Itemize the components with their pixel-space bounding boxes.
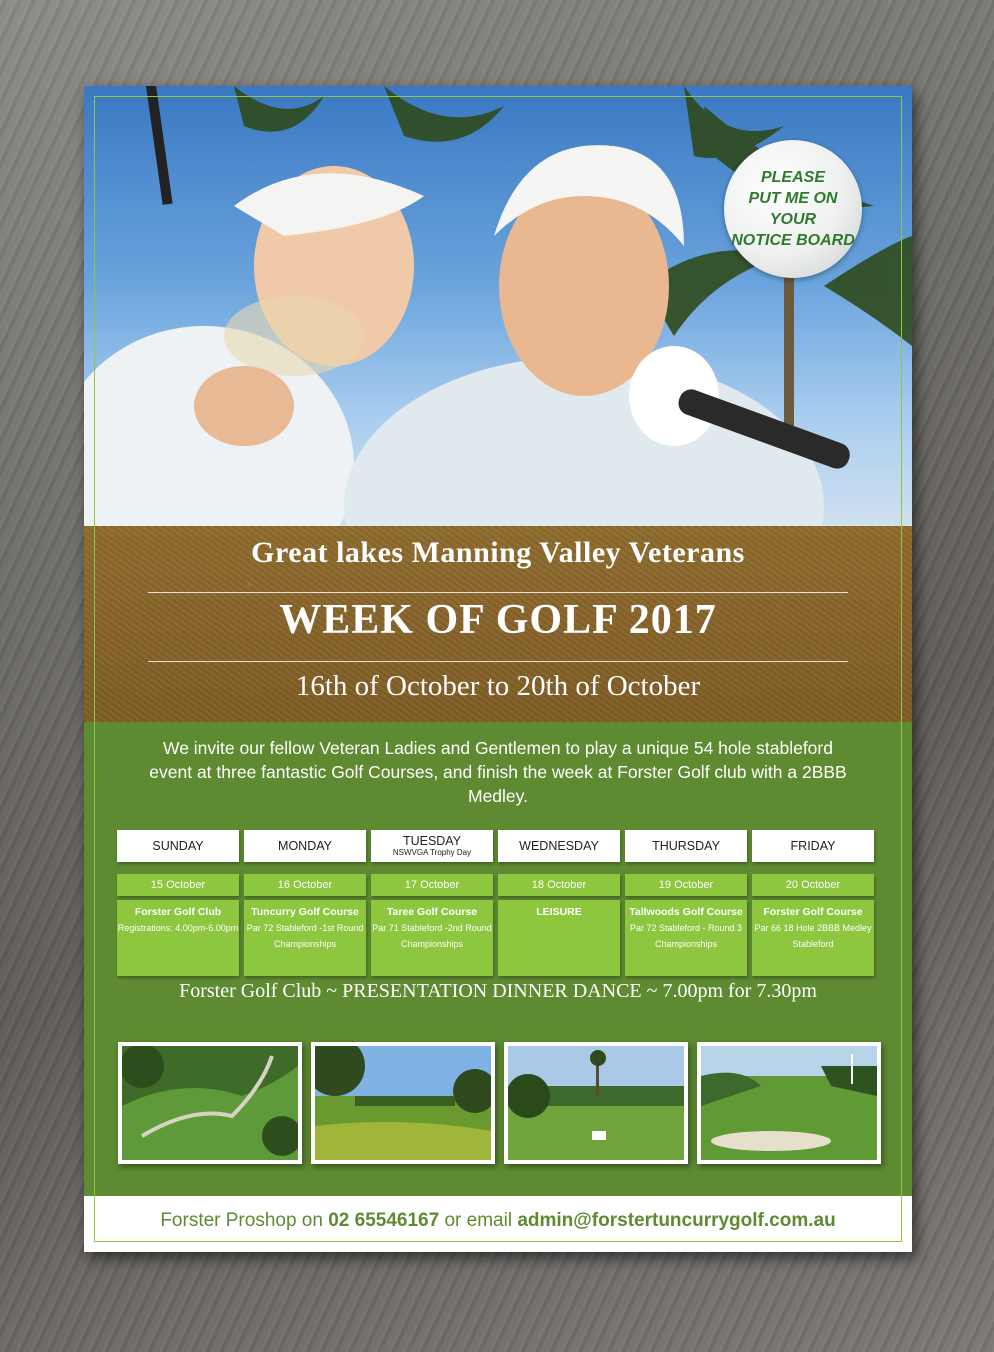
schedule-day xyxy=(371,830,493,949)
day-header xyxy=(244,830,366,862)
day-detail: Registrations: 4.00pm-6.00pm xyxy=(117,923,239,933)
course-photo xyxy=(118,1042,302,1164)
day-date: 18 October xyxy=(498,874,620,896)
course-photo xyxy=(311,1042,495,1164)
divider-top xyxy=(148,592,848,593)
day-header xyxy=(371,830,493,862)
course-photo xyxy=(504,1042,688,1164)
day-date: 20 October xyxy=(752,874,874,896)
day-detail: Par 72 Stableford - Round 3 Championships xyxy=(629,923,743,949)
notice-board-badge xyxy=(724,140,862,278)
day-venue: Tuncurry Golf Course xyxy=(251,906,359,918)
schedule-day xyxy=(752,830,874,949)
day-name: THURSDAY xyxy=(652,838,720,853)
details-section xyxy=(84,722,912,1196)
day-header xyxy=(498,830,620,862)
course-photo xyxy=(697,1042,881,1164)
contact-email[interactable]: admin@forstertuncurrygolf.com.au xyxy=(517,1210,836,1231)
course-photo-4-image xyxy=(701,1046,877,1160)
dinner-announcement: Forster Golf Club ~ PRESENTATION DINNER DANCE ~ 7.00pm for 7.30pm xyxy=(179,980,817,1002)
badge-line-1: PLEASE xyxy=(760,169,825,186)
day-date: 15 October xyxy=(117,874,239,896)
day-note: NSWVGA Trophy Day xyxy=(392,848,472,857)
day-venue: Tallwoods Golf Course xyxy=(629,906,743,918)
day-venue: Forster Golf Course xyxy=(763,906,863,918)
event-subtitle: Great lakes Manning Valley Veterans xyxy=(251,536,745,569)
badge-line-2: PUT ME ON YOUR xyxy=(748,190,838,228)
day-venue: Taree Golf Course xyxy=(386,906,478,918)
day-date: 17 October xyxy=(371,874,493,896)
title-banner xyxy=(84,526,912,722)
divider-bottom xyxy=(148,661,848,662)
schedule-day xyxy=(117,830,239,933)
course-photo-1-image xyxy=(122,1046,298,1160)
contact-prefix: Forster Proshop on xyxy=(160,1210,329,1231)
day-info xyxy=(752,900,874,976)
day-name: TUESDAY xyxy=(402,834,462,848)
schedule-day xyxy=(498,830,620,918)
day-header xyxy=(117,830,239,862)
day-info xyxy=(244,900,366,976)
hero-photo xyxy=(84,86,912,526)
schedule-day xyxy=(625,830,747,949)
day-detail: Par 71 Stableford -2nd Round Championships xyxy=(372,923,492,949)
schedule-day xyxy=(244,830,366,949)
day-name: FRIDAY xyxy=(790,838,836,853)
day-detail: Par 66 18 Hole 2BBB Medley Stableford xyxy=(754,923,872,949)
day-name: MONDAY xyxy=(278,838,332,853)
day-info xyxy=(498,900,620,976)
day-info xyxy=(625,900,747,976)
day-venue: LEISURE xyxy=(536,906,582,918)
contact-middle: or email xyxy=(439,1210,518,1231)
day-info xyxy=(371,900,493,976)
event-title: WEEK OF GOLF 2017 xyxy=(279,597,717,643)
badge-line-3: NOTICE BOARD xyxy=(731,232,855,249)
day-header xyxy=(752,830,874,862)
day-header xyxy=(625,830,747,862)
day-detail: Par 72 Stableford -1st Round Championships xyxy=(246,923,364,949)
day-venue: Forster Golf Club xyxy=(134,906,222,918)
course-photo-2-image xyxy=(315,1046,491,1160)
event-dates: 16th of October to 20th of October xyxy=(295,670,701,702)
day-name: SUNDAY xyxy=(152,838,204,853)
day-info xyxy=(117,900,239,976)
contact-phone[interactable]: 02 65546167 xyxy=(328,1210,440,1231)
flyer xyxy=(84,86,912,1252)
day-name: WEDNESDAY xyxy=(519,838,599,853)
course-photo-3-image xyxy=(508,1046,684,1160)
contact-footer xyxy=(84,1196,912,1252)
day-date: 19 October xyxy=(625,874,747,896)
invitation-text: We invite our fellow Veteran Ladies and Gentlemen to play a unique 54 hole stableford event at three fantastic Golf Courses, and finish the week at Forster Golf club with a 2BBB Medley. xyxy=(149,738,847,806)
day-date: 16 October xyxy=(244,874,366,896)
